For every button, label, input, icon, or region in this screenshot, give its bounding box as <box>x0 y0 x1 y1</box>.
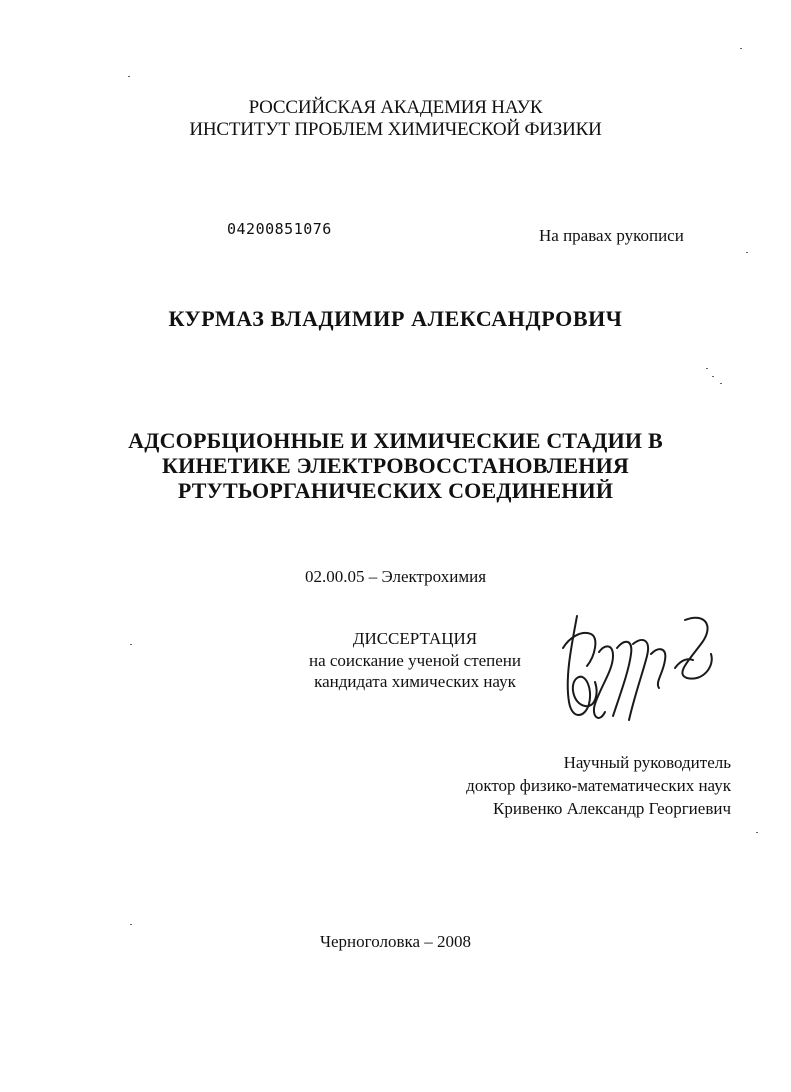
dissertation-degree: кандидата химических наук <box>314 672 516 691</box>
specialty-code: 02.00.05 – Электрохимия <box>304 567 487 586</box>
scan-speck <box>756 832 758 833</box>
supervisor-degree: доктор физико-математических наук <box>466 776 731 795</box>
institute-name: ИНСТИТУТ ПРОБЛЕМ ХИМИЧЕСКОЙ ФИЗИКИ <box>189 119 602 140</box>
rights-note: На правах рукописи <box>539 226 684 245</box>
scan-speck <box>740 48 742 49</box>
dissertation-label: ДИССЕРТАЦИЯ <box>352 629 478 648</box>
scan-speck <box>712 376 714 377</box>
dissertation-title-line-2: КИНЕТИКЕ ЭЛЕКТРОВОССТАНОВЛЕНИЯ <box>162 453 629 478</box>
scan-speck <box>746 252 748 253</box>
handwritten-signature <box>555 608 725 736</box>
dissertation-title-line-3: РТУТЬОРГАНИЧЕСКИХ СОЕДИНЕНИЙ <box>177 478 614 503</box>
dissertation-title-line-1: АДСОРБЦИОННЫЕ И ХИМИЧЕСКИЕ СТАДИИ В <box>128 428 663 453</box>
scan-speck <box>128 76 130 77</box>
academy-name: РОССИЙСКАЯ АКАДЕМИЯ НАУК <box>248 97 543 118</box>
scan-speck <box>720 383 722 384</box>
catalog-number: 04200851076 <box>227 220 332 238</box>
place-and-year: Черноголовка – 2008 <box>319 932 472 951</box>
supervisor-role: Научный руководитель <box>563 753 731 772</box>
scan-speck <box>130 644 132 645</box>
scan-speck <box>130 924 132 925</box>
author-name: КУРМАЗ ВЛАДИМИР АЛЕКСАНДРОВИЧ <box>168 306 623 331</box>
supervisor-name: Кривенко Александр Георгиевич <box>493 799 731 818</box>
dissertation-purpose: на соискание ученой степени <box>308 651 522 670</box>
scan-speck <box>706 368 708 369</box>
